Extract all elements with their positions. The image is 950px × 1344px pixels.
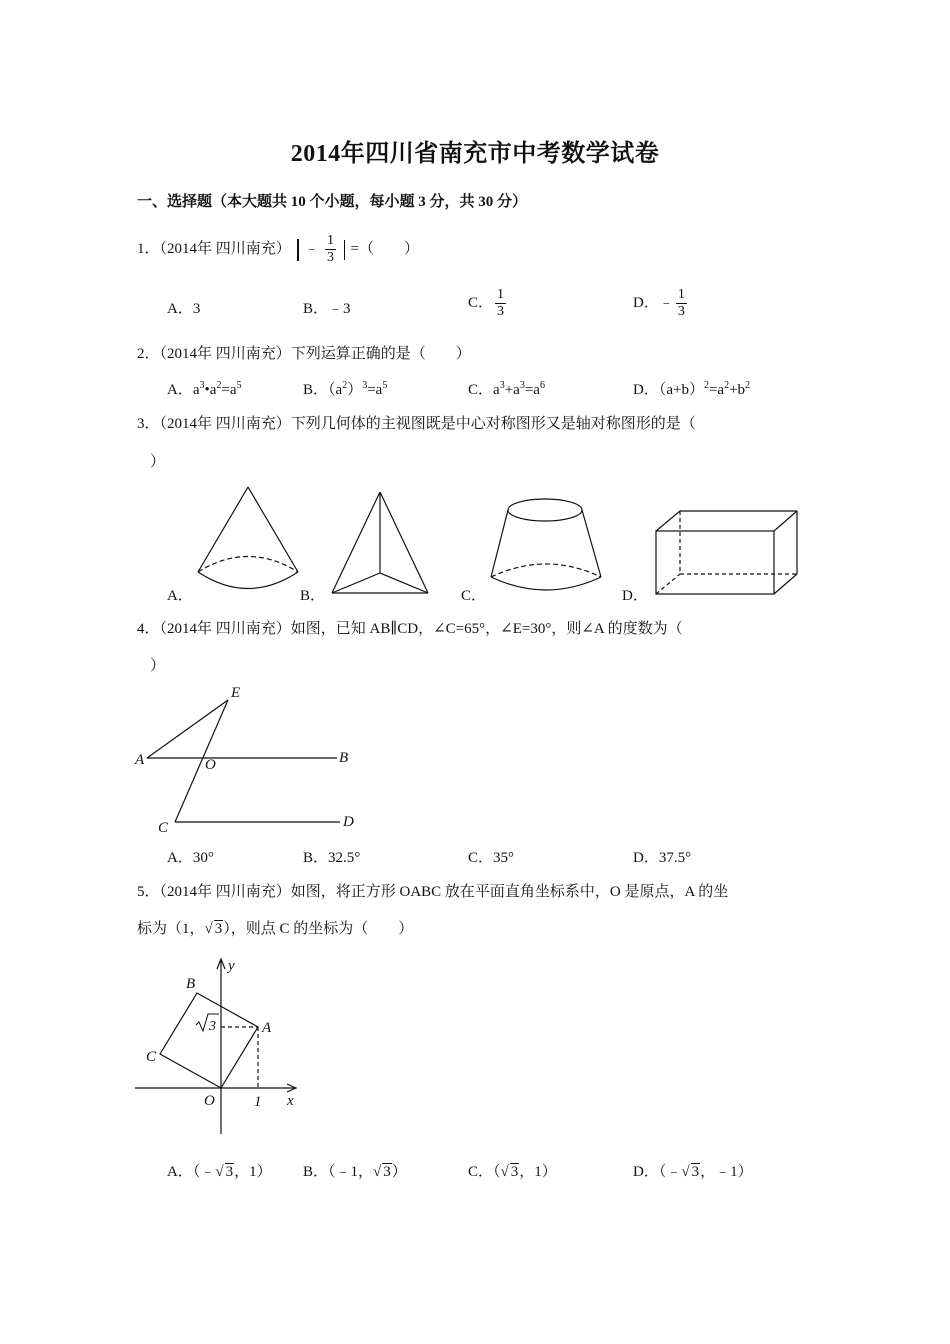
- label-x: x: [287, 1093, 294, 1109]
- question-1-prefix: 1．（2014年 四川南充）: [137, 240, 291, 257]
- question-3-line1: 3．（2014年 四川南充）下列几何体的主视图既是中心对称图形又是轴对称图形的是（: [137, 416, 696, 432]
- q1-option-d: D．﹣ $\frac{1}{3}$: [633, 287, 685, 319]
- question-3-line2: ）: [150, 454, 166, 470]
- frustum-shape: [491, 499, 601, 590]
- q3-option-a: A．: [167, 588, 193, 604]
- question-4-line1: 4．（2014年 四川南充）如图，已知 AB∥CD，∠C=65°，∠E=30°，则∠A 的度数为（: [137, 621, 683, 637]
- q2-option-c: C．$a^3+a^3=a^6$: [468, 380, 545, 398]
- cone-shape: [198, 487, 298, 589]
- q2-option-b: B．$(a^2)^3=a^5$: [303, 380, 388, 398]
- label-o: O: [205, 757, 216, 773]
- q4-option-a: A．30°: [167, 850, 214, 866]
- question-4-line2: ）: [150, 658, 166, 674]
- question-1-suffix: =（ ）: [350, 240, 419, 257]
- label-y: y: [228, 958, 235, 974]
- q4-option-b: B．32.5°: [303, 850, 361, 866]
- q5-option-d: D．（﹣√ 3，﹣1）: [633, 1164, 753, 1180]
- q5-option-c: C．（√ 3，1）: [468, 1164, 557, 1180]
- q1-option-a: A．3: [167, 301, 201, 317]
- question-5-line1: 5．（2014年 四川南充）如图，将正方形 OABC 放在平面直角坐标系中，O 是原点，A 的坐: [137, 884, 729, 900]
- q5-option-a: A．（﹣√ 3，1）: [167, 1164, 272, 1180]
- label-b: B: [186, 976, 196, 992]
- label-a: A: [262, 1020, 272, 1036]
- label-e: E: [231, 685, 241, 701]
- q5-coordinate-figure: [130, 953, 310, 1138]
- q4-option-d: D．37.5°: [633, 850, 692, 866]
- question-1-fraction: $\frac{1}{3}$: [327, 233, 335, 265]
- q4-parallel-lines-figure: [125, 678, 370, 838]
- q4-option-c: C．35°: [468, 850, 515, 866]
- q2-option-d: D．$(a+b)^2=a^2+b^2$: [633, 380, 751, 398]
- label-one: 1: [254, 1094, 262, 1110]
- q1-option-b: B．﹣3: [303, 301, 351, 317]
- q2-option-a: A．$a^3•a^2=a^5$: [167, 380, 242, 398]
- label-c: C: [146, 1049, 157, 1065]
- section-heading: 一、选择题（本大题共 10 个小题，每小题 3 分，共 30 分）: [137, 194, 528, 210]
- svg-text:3: 3: [209, 1019, 216, 1034]
- page-title: 2014年四川省南充市中考数学试卷: [290, 141, 660, 167]
- square-oabc: [160, 993, 258, 1088]
- pyramid-shape: [332, 492, 428, 593]
- q1-option-c: C． $\frac{1}{3}$: [468, 287, 505, 319]
- q3-option-c: C．: [461, 588, 487, 604]
- question-5-line2: 标为（1，√ 3），则点 C 的坐标为（ ）: [137, 921, 414, 937]
- question-1-minus: ﹣: [304, 240, 320, 257]
- label-c: C: [158, 820, 169, 836]
- label-d: D: [343, 814, 354, 830]
- label-o: O: [204, 1093, 215, 1109]
- abs-bar-left: [297, 239, 299, 261]
- root3-label: [196, 1014, 219, 1034]
- label-a: A: [135, 752, 145, 768]
- question-2: 2．（2014年 四川南充）下列运算正确的是（ ）: [137, 346, 471, 362]
- label-b: B: [339, 750, 349, 766]
- abs-bar-right: [344, 240, 345, 260]
- q5-option-b: B．（﹣1，√ 3）: [303, 1164, 407, 1180]
- cuboid-shape: [656, 511, 797, 594]
- question-1: [137, 233, 419, 266]
- q3-option-d: D．: [622, 588, 648, 604]
- q3-option-b: B．: [300, 588, 326, 604]
